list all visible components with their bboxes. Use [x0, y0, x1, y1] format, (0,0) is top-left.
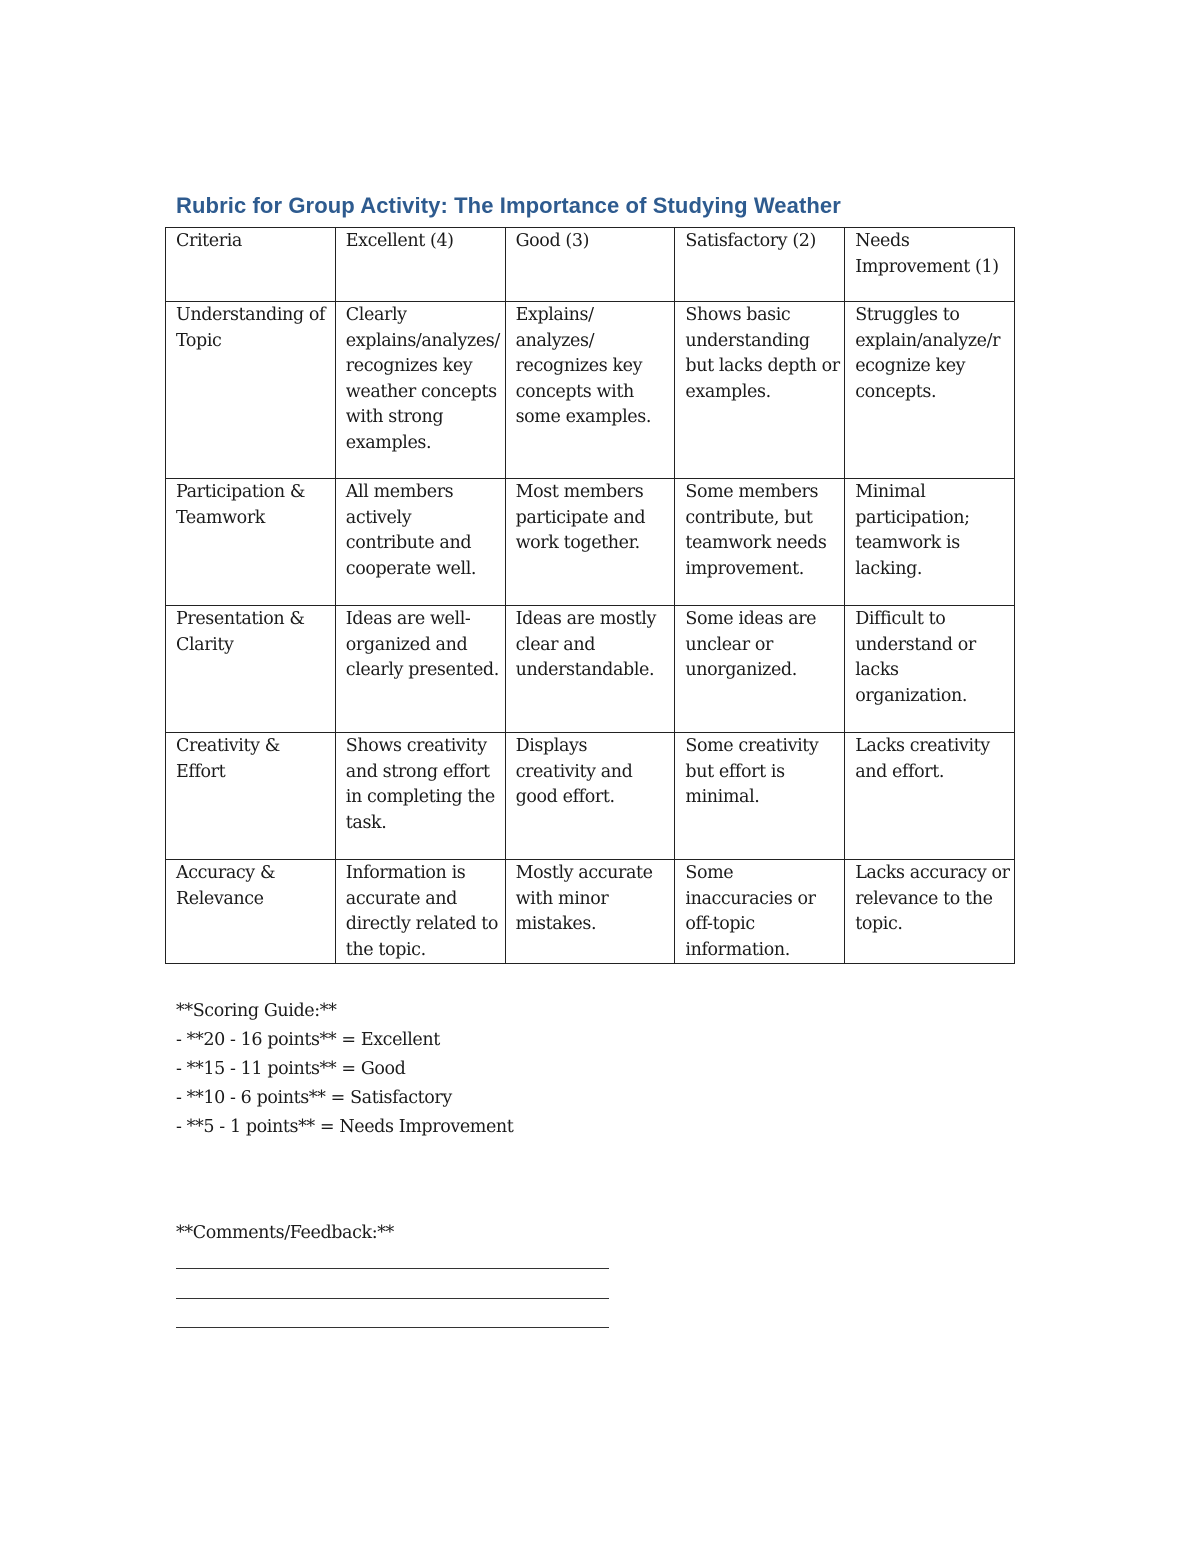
excellent-cell: All members actively contribute and cooperate well.: [335, 479, 505, 606]
needs-improvement-cell: Minimal participation; teamwork is lacking.: [845, 479, 1015, 606]
table-row: [166, 479, 1015, 606]
criteria-cell: Creativity & Effort: [166, 733, 336, 860]
satisfactory-cell: Some creativity but effort is minimal.: [675, 733, 845, 860]
needs-improvement-cell: Lacks accuracy or relevance to the topic.: [845, 860, 1015, 964]
scoring-guide-heading: **Scoring Guide:**: [176, 1001, 337, 1021]
satisfactory-cell: Some ideas are unclear or unorganized.: [675, 606, 845, 733]
criteria-cell: Understanding of Topic: [166, 302, 336, 479]
table-header-row: [166, 228, 1015, 302]
header-cell-excellent: Excellent (4): [335, 228, 505, 302]
satisfactory-cell: Shows basic understanding but lacks depth or examples.: [675, 302, 845, 479]
scoring-line-satisfactory: - **10 - 6 points** = Satisfactory: [176, 1088, 452, 1108]
page-title: Rubric for Group Activity: The Importance of Studying Weather: [176, 193, 841, 218]
criteria-cell: Accuracy & Relevance: [166, 860, 336, 964]
table-row: [166, 860, 1015, 964]
rubric-table: [165, 227, 1015, 964]
header-cell-satisfactory: Satisfactory (2): [675, 228, 845, 302]
table-row: [166, 733, 1015, 860]
excellent-cell: Information is accurate and directly related to the topic.: [335, 860, 505, 964]
good-cell: Most members participate and work together.: [505, 479, 675, 606]
good-cell: Ideas are mostly clear and understandable.: [505, 606, 675, 733]
header-cell-good: Good (3): [505, 228, 675, 302]
excellent-cell: Clearly explains/analyzes/recognizes key weather concepts with strong examples.: [335, 302, 505, 479]
header-cell-needs-improvement: Needs Improvement (1): [845, 228, 1015, 302]
table-row: [166, 302, 1015, 479]
scoring-guide: [176, 997, 513, 1142]
needs-improvement-cell: Lacks creativity and effort.: [845, 733, 1015, 860]
comments-feedback-label: **Comments/Feedback:**: [176, 1223, 394, 1243]
excellent-cell: Shows creativity and strong effort in completing the task.: [335, 733, 505, 860]
good-cell: Mostly accurate with minor mistakes.: [505, 860, 675, 964]
needs-improvement-cell: Struggles to explain/analyze/recognize key concepts.: [845, 302, 1015, 479]
needs-improvement-cell: Difficult to understand or lacks organization.: [845, 606, 1015, 733]
criteria-cell: Presentation & Clarity: [166, 606, 336, 733]
feedback-line[interactable]: [176, 1268, 609, 1269]
scoring-line-excellent: - **20 - 16 points** = Excellent: [176, 1030, 440, 1050]
good-cell: Displays creativity and good effort.: [505, 733, 675, 860]
feedback-line[interactable]: [176, 1327, 609, 1328]
excellent-cell: Ideas are well-organized and clearly presented.: [335, 606, 505, 733]
header-cell-criteria: Criteria: [166, 228, 336, 302]
scoring-line-needs-improvement: - **5 - 1 points** = Needs Improvement: [176, 1117, 514, 1137]
feedback-line[interactable]: [176, 1298, 609, 1299]
satisfactory-cell: Some inaccuracies or off-topic information.: [675, 860, 845, 964]
table-row: [166, 606, 1015, 733]
good-cell: Explains/ analyzes/ recognizes key concepts with some examples.: [505, 302, 675, 479]
satisfactory-cell: Some members contribute, but teamwork needs improvement.: [675, 479, 845, 606]
scoring-line-good: - **15 - 11 points** = Good: [176, 1059, 406, 1079]
criteria-cell: Participation & Teamwork: [166, 479, 336, 606]
